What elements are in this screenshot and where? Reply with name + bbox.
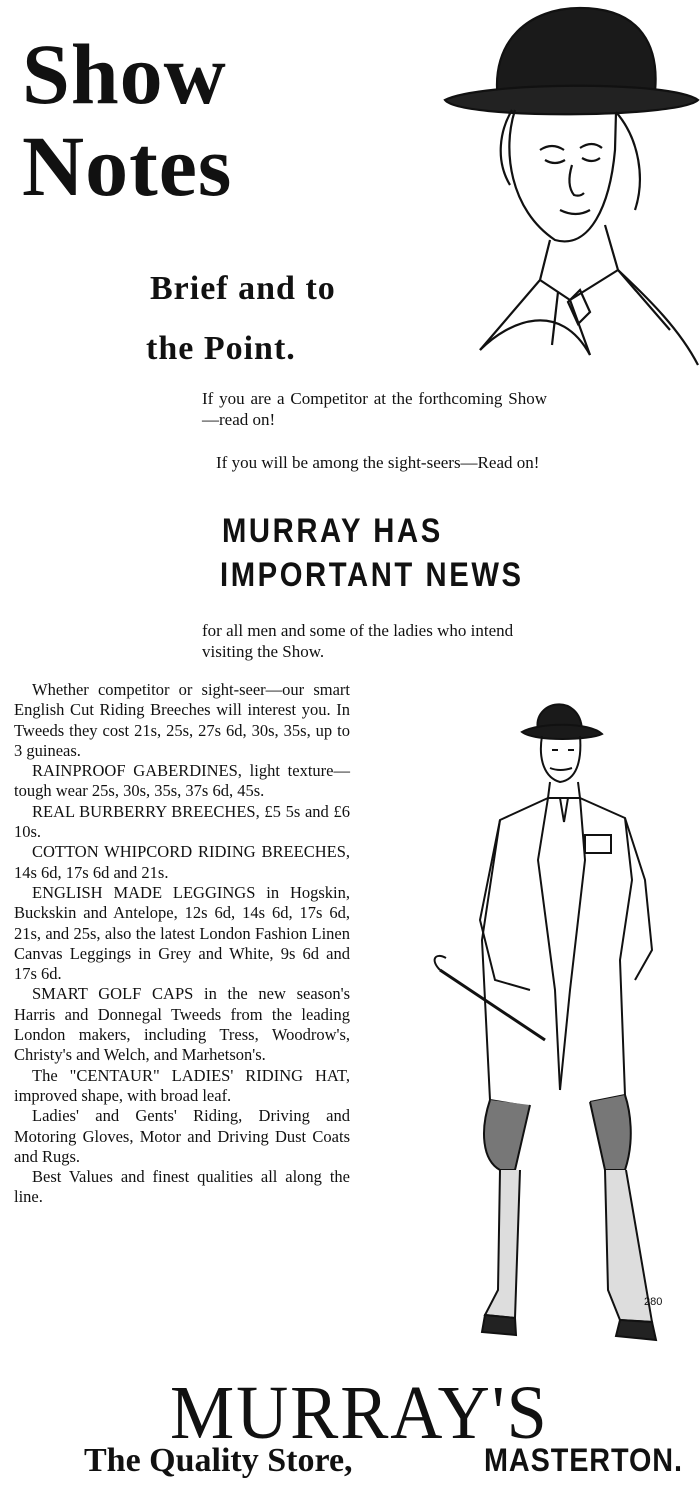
subheadline-line-2: the Point. xyxy=(146,330,296,367)
headline-line-2: Notes xyxy=(22,118,233,214)
body-paragraph: The "CENTAUR" LADIES' RIDING HAT, improved shape, with broad leaf. xyxy=(14,1065,350,1105)
headline xyxy=(22,28,272,212)
brand-name: MURRAY'S xyxy=(170,1371,549,1455)
subheadline-line-1: Brief and to xyxy=(150,270,336,307)
body-paragraph: RAINPROOF GABERDINES, light texture—tough wear 25s, 30s, 35s, 37s 6d, 45s. xyxy=(14,761,350,801)
body-paragraph: REAL BURBERRY BREECHES, £5 5s and £6 10s. xyxy=(14,801,350,842)
slogan: The Quality Store, xyxy=(84,1442,353,1479)
body-paragraph: ENGLISH MADE LEGGINGS in Hogskin, Buckskin and Antelope, 12s 6d, 14s 6d, 17s 6d, 21s, and 25s, also the latest London Fashion Linen Canvas Leggings in Grey and White, 9s 6d and 17s 6d. xyxy=(14,882,350,984)
body-paragraph: COTTON WHIPCORD RIDING BREECHES, 14s 6d, 17s 6d and 21s. xyxy=(14,842,350,882)
headline-line-1: Show xyxy=(22,26,227,122)
body-paragraph: Ladies' and Gents' Riding, Driving and Motoring Gloves, Motor and Driving Dust Coats and Rugs. xyxy=(14,1106,350,1166)
intro-sightseers: If you will be among the sight-seers—Read on! xyxy=(216,453,540,472)
body-paragraph: Best Values and finest qualities all along the line. xyxy=(14,1167,350,1207)
lady-illustration xyxy=(440,0,700,370)
body-paragraph: SMART GOLF CAPS in the new season's Harris and Donnegal Tweeds from the leading London makers, including Tress, Woodrow's, Christy's and Welch, and Marhetson's. xyxy=(14,984,350,1065)
news-audience: for all men and some of the ladies who intend visiting the Show. xyxy=(202,621,514,661)
gentleman-illustration xyxy=(420,690,680,1350)
body-column xyxy=(14,680,350,1208)
news-heading-line-1: MURRAY HAS xyxy=(222,512,443,550)
body-paragraph: Whether competitor or sight-seer—our smart English Cut Riding Breeches will interest you. In Tweeds they cost 21s, 25s, 27s 6d, 30s, 35s, up to 3 guineas. xyxy=(14,680,350,760)
news-heading-line-2: IMPORTANT NEWS xyxy=(220,556,524,594)
plate-number: 280 xyxy=(644,1296,663,1308)
intro-competitor: If you are a Competitor at the forthcoming Show—read on! xyxy=(202,389,547,429)
town-name: MASTERTON. xyxy=(484,1442,683,1478)
